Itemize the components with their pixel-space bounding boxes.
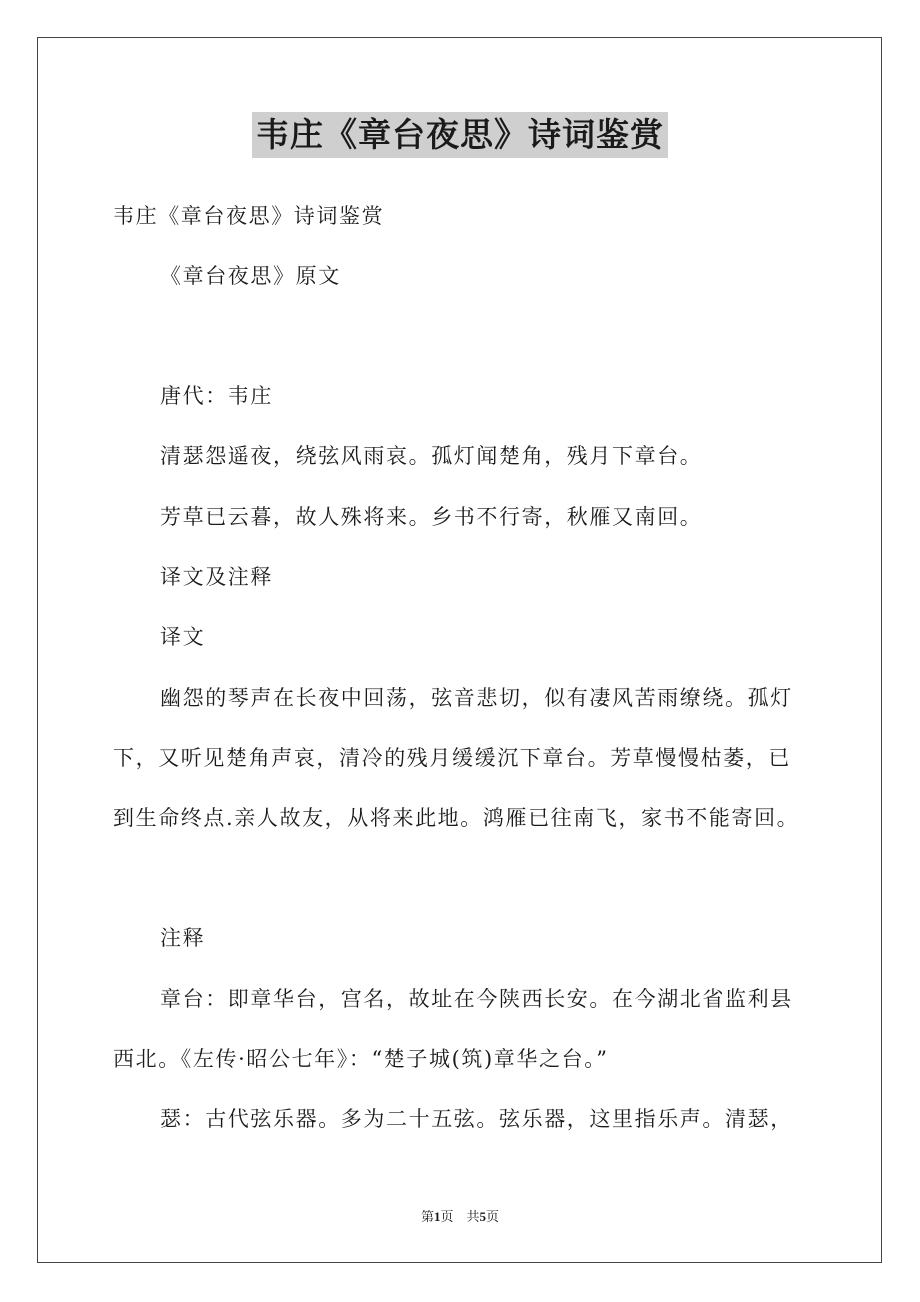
poem-line-2: 芳草已云暮，故人殊将来。乡书不行寄，秋雁又南回。 bbox=[160, 505, 703, 529]
note-line-3: 瑟：古代弦乐器。多为二十五弦。弦乐器，这里指乐声。清瑟， bbox=[160, 1107, 793, 1131]
note-line-2: 西北。《左传·昭公七年》：“楚子城(筑)章华之台。” bbox=[113, 1047, 609, 1071]
poem-line-1: 清瑟怨遥夜，绕弦风雨哀。孤灯闻楚角，残月下章台。 bbox=[160, 444, 703, 468]
author-line: 唐代：韦庄 bbox=[160, 384, 273, 408]
title-container bbox=[0, 112, 920, 158]
translation-line-3: 到生命终点.亲人故友，从将来此地。鸿雁已往南飞，家书不能寄回。 bbox=[113, 806, 800, 830]
footer-suffix: 页 bbox=[486, 1209, 500, 1224]
translation-line-2: 下，又听见楚角声哀，清冷的残月缓缓沉下章台。芳草慢慢枯萎，已 bbox=[113, 746, 791, 770]
document-title: 韦庄《章台夜思》诗词鉴赏 bbox=[252, 112, 668, 158]
page-footer bbox=[0, 1206, 920, 1225]
footer-total-pages: 5 bbox=[479, 1209, 486, 1224]
note-line-1: 章台：即章华台，宫名，故址在今陕西长安。在今湖北省监利县 bbox=[160, 987, 793, 1011]
subtitle-line: 韦庄《章台夜思》诗词鉴赏 bbox=[113, 204, 385, 228]
section-heading-translation-notes: 译文及注释 bbox=[160, 565, 273, 589]
footer-prefix: 第 bbox=[420, 1209, 434, 1224]
section-heading-notes: 注释 bbox=[160, 926, 206, 950]
footer-current-page: 1 bbox=[433, 1209, 441, 1224]
section-heading-original: 《章台夜思》原文 bbox=[160, 264, 341, 288]
section-heading-translation: 译文 bbox=[160, 625, 206, 649]
translation-line-1: 幽怨的琴声在长夜中回荡，弦音悲切，似有凄风苦雨缭绕。孤灯 bbox=[160, 686, 793, 710]
footer-mid: 页 共 bbox=[440, 1209, 480, 1224]
